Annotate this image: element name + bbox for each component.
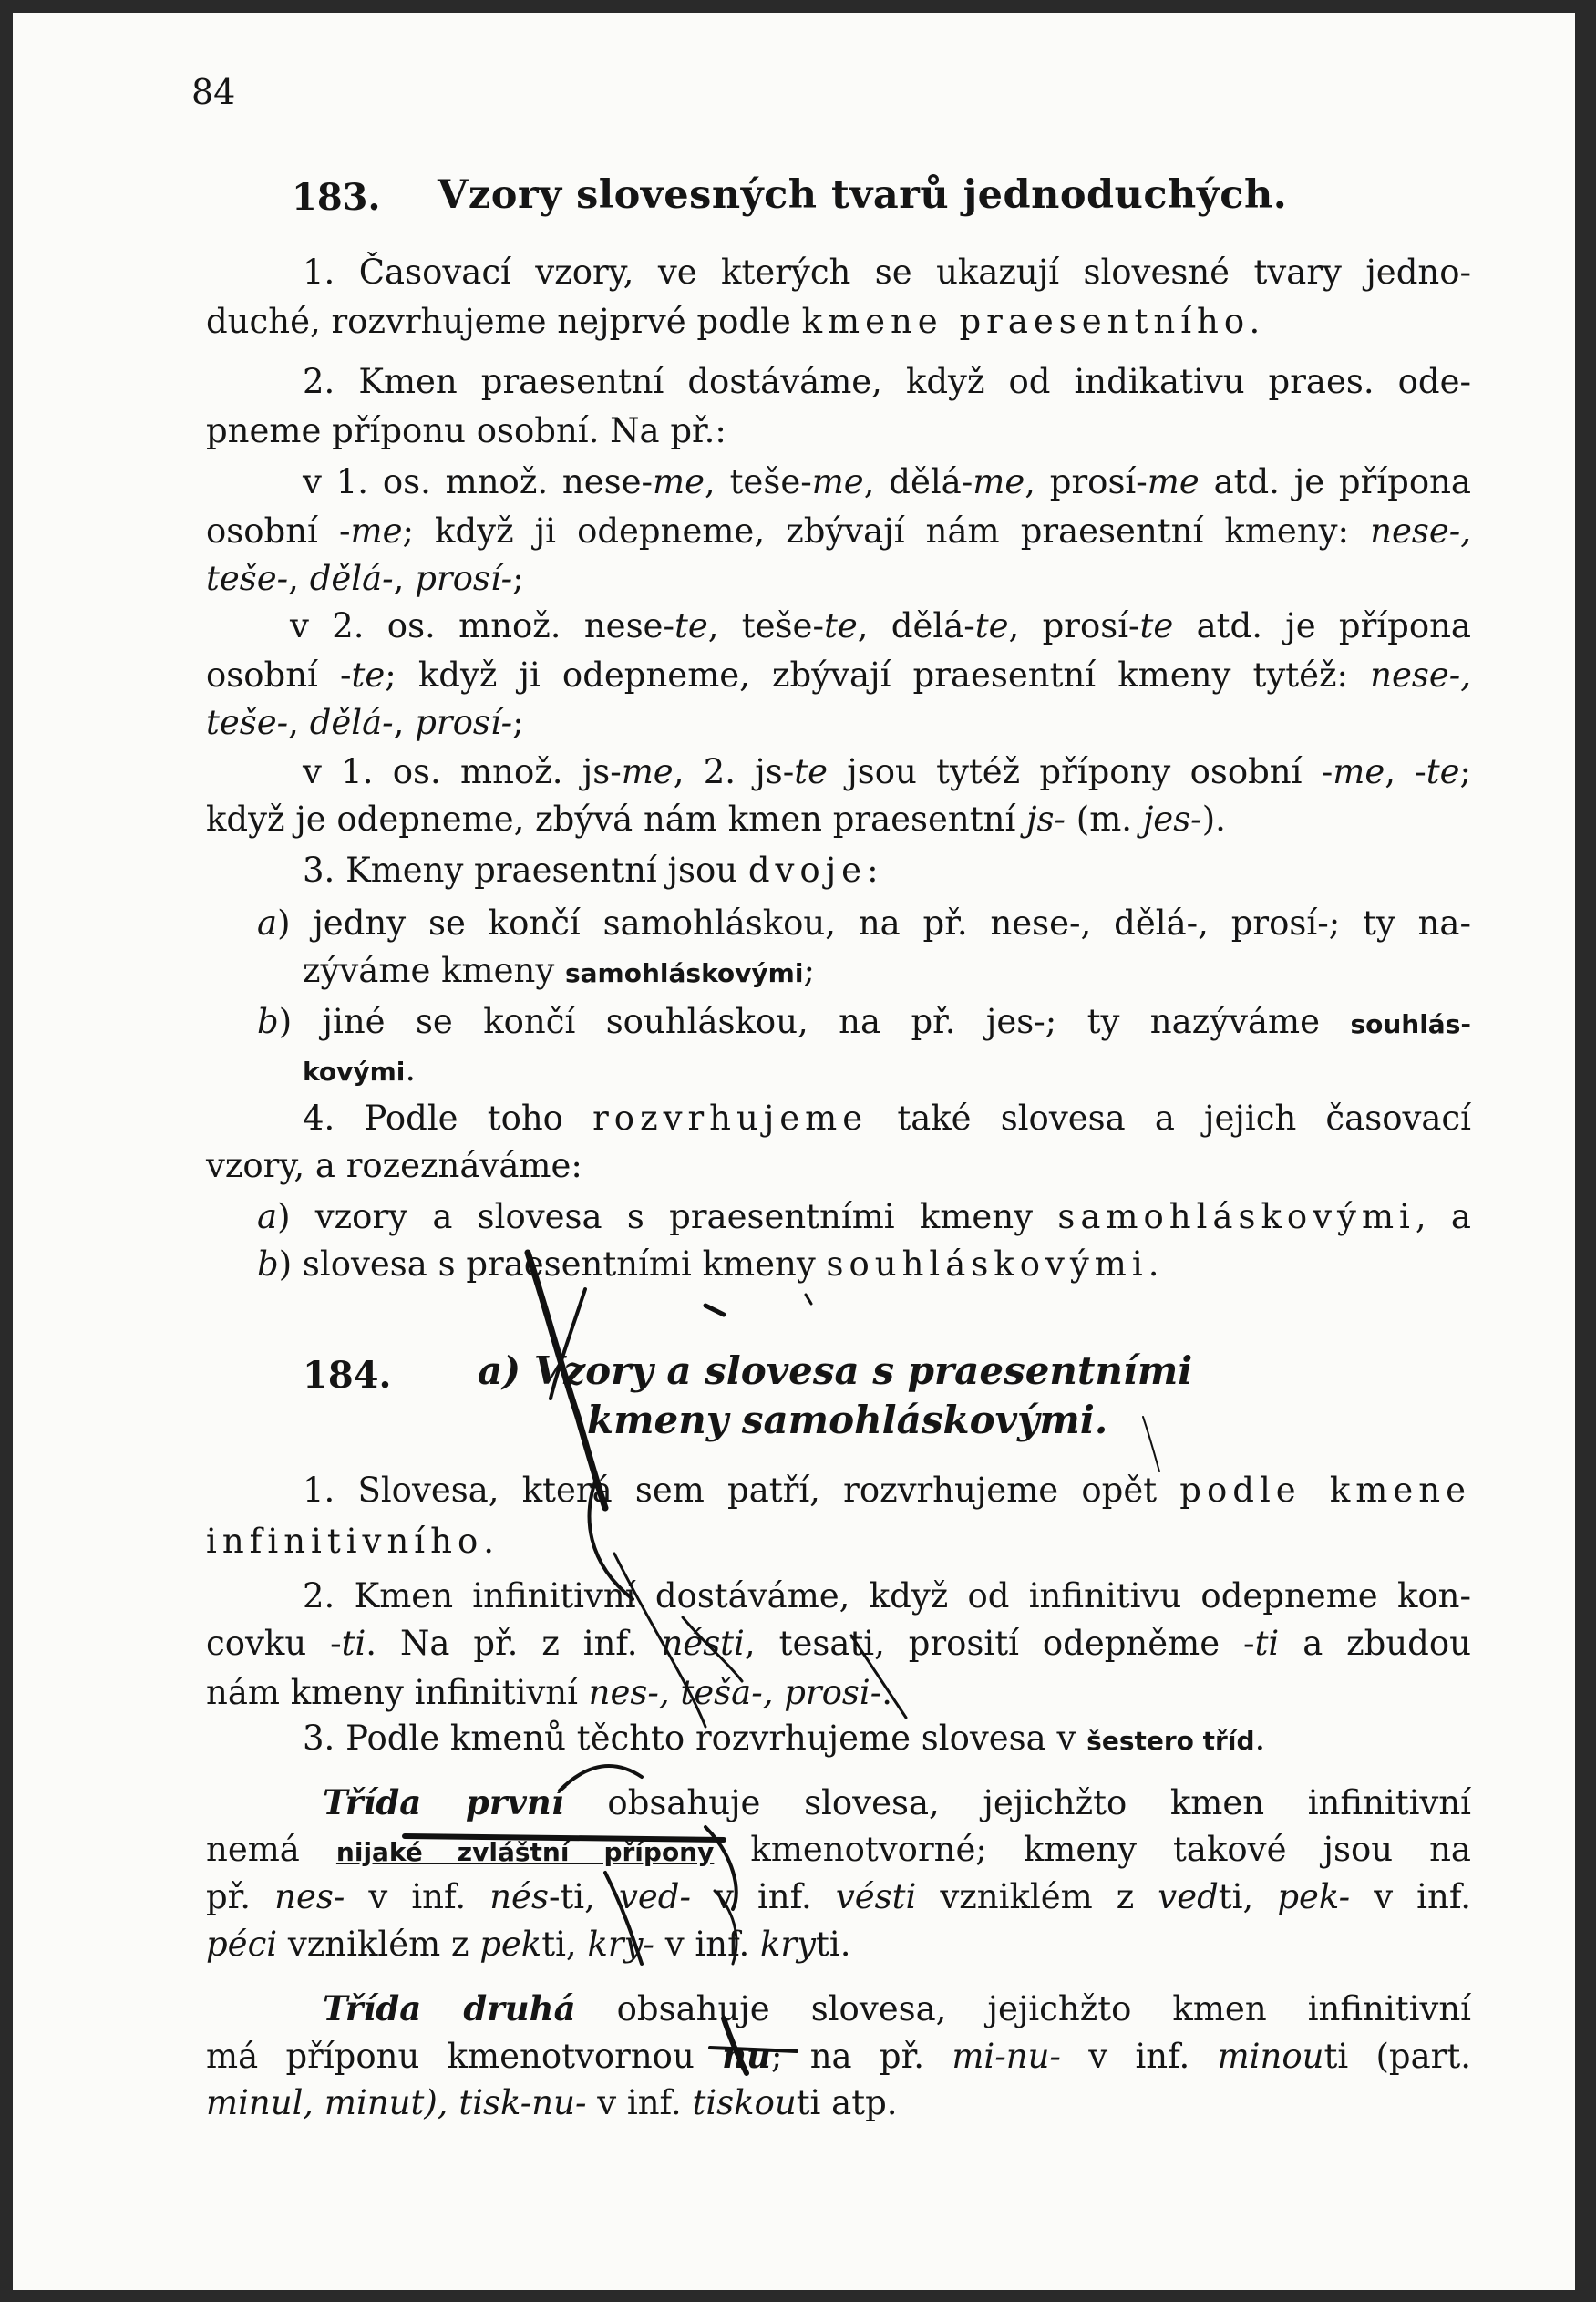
section-183-title: Vzory slovesných tvarů jednoduchých. (438, 172, 1288, 218)
paragraph-line: covku -ti. Na př. z inf. nésti, tesati, prosití odepněme -ti a zbudou (206, 1624, 1471, 1663)
pen-stroke (614, 1554, 705, 1727)
paragraph-line: pneme příponu osobní. Na př.: (206, 411, 726, 450)
paragraph-line: 2. Kmen praesentní dostáváme, když od indikativu praes. ode- (303, 362, 1471, 401)
list-item-a: a) vzory a slovesa s praesentními kmeny samohláskovými, a (257, 1197, 1471, 1236)
paragraph-line: nemá nijaké zvláštní přípony kmenotvorné; kmeny takové jsou na (206, 1830, 1471, 1869)
handwritten-marks (13, 13, 1575, 2290)
pen-stroke (724, 2018, 747, 2073)
paragraph-line: Třída první obsahuje slovesa, jejichžto kmen infinitivní (323, 1782, 1471, 1822)
paragraph-line: teše-, dělá-, prosí-; (206, 703, 524, 742)
paragraph-line: v 1. os. množ. js-me, 2. js-te jsou tytéž přípony osobní -me, -te; (303, 752, 1471, 791)
pen-stroke (405, 1836, 724, 1840)
paragraph-line: duché, rozvrhujeme nejprvé podle kmene praesentního. (206, 302, 1266, 341)
section-184-number: 184. (303, 1354, 392, 1397)
paragraph-line: 2. Kmen infinitivní dostáváme, když od infinitivu odepneme kon- (303, 1576, 1471, 1616)
paragraph-line: 3. Kmeny praesentní jsou dvoje: (303, 851, 879, 890)
list-item-b: b) slovesa s praesentními kmeny souhláskovými. (257, 1244, 1159, 1284)
section-184-title-line-1: a) Vzory a slovesa s praesentními (478, 1348, 1193, 1393)
section-183-number: 183. (292, 176, 381, 219)
pen-stroke (715, 1891, 736, 1964)
paragraph-line: 1. Slovesa, která sem patří, rozvrhujeme opět podle kmene (303, 1471, 1471, 1510)
paragraph-line: kovými. (303, 1049, 417, 1089)
book-page (13, 13, 1575, 2290)
pen-stroke (806, 1295, 811, 1304)
page-number: 84 (191, 72, 236, 112)
pen-stroke (683, 1617, 742, 1681)
pen-stroke (710, 2048, 797, 2051)
paragraph-line: nám kmeny infinitivní nes-, teša-, prosi-. (206, 1673, 892, 1712)
paragraph-line: péci vzniklém z pekti, kry- v inf. kryti. (206, 1925, 851, 1964)
pen-stroke (560, 1766, 642, 1791)
paragraph-line: osobní -me; když ji odepneme, zbývají nám praesentní kmeny: nese-, (206, 511, 1471, 551)
pen-stroke (851, 1636, 906, 1718)
pen-stroke (605, 1873, 642, 1964)
pen-stroke (705, 1306, 724, 1315)
paragraph-line: infinitivního. (206, 1522, 494, 1561)
pen-stroke (528, 1253, 605, 1508)
paragraph-line: 1. Časovací vzory, ve kterých se ukazují slovesné tvary jedno- (303, 253, 1471, 292)
paragraph-line: 3. Podle kmenů těchto rozvrhujeme slovesa v šestero tříd. (303, 1719, 1266, 1758)
paragraph-line: v 2. os. množ. nese-te, teše-te, dělá-te, prosí-te atd. je přípona (290, 606, 1471, 645)
section-184-title-line-2: kmeny samohláskovými. (587, 1398, 1108, 1442)
paragraph-line: Třída druhá obsahuje slovesa, jejichžto kmen infinitivní (323, 1988, 1471, 2028)
paragraph-line: minul, minut), tisk-nu- v inf. tiskouti atp. (206, 2083, 898, 2122)
paragraph-line: vzory, a rozeznáváme: (206, 1146, 582, 1185)
paragraph-line: když je odepneme, zbývá nám kmen praesentní js- (m. jes-). (206, 800, 1226, 839)
pen-stroke (590, 1479, 633, 1599)
pen-stroke (1143, 1417, 1159, 1471)
paragraph-line: př. nes- v inf. nés-ti, ved- v inf. vésti vzniklém z vedti, pek- v inf. (206, 1877, 1471, 1916)
paragraph-line: osobní -te; když ji odepneme, zbývají praesentní kmeny tytéž: nese-, (206, 656, 1471, 695)
list-item-a: a) jedny se končí samohláskou, na př. nese-, dělá-, prosí-; ty na- (257, 903, 1471, 943)
paragraph-line: teše-, dělá-, prosí-; (206, 559, 524, 598)
paragraph-line: zýváme kmeny samohláskovými; (303, 951, 815, 990)
list-item-b: b) jiné se končí souhláskou, na př. jes-; ty nazýváme souhlás- (257, 1002, 1471, 1041)
paragraph-line: 4. Podle toho rozvrhujeme také slovesa a jejich časovací (303, 1099, 1471, 1138)
paragraph-line: má příponu kmenotvornou nu; na př. mi-nu- v inf. minouti (part. (206, 2036, 1471, 2076)
paragraph-line: v 1. os. množ. nese-me, teše-me, dělá-me, prosí-me atd. je přípona (303, 462, 1471, 501)
